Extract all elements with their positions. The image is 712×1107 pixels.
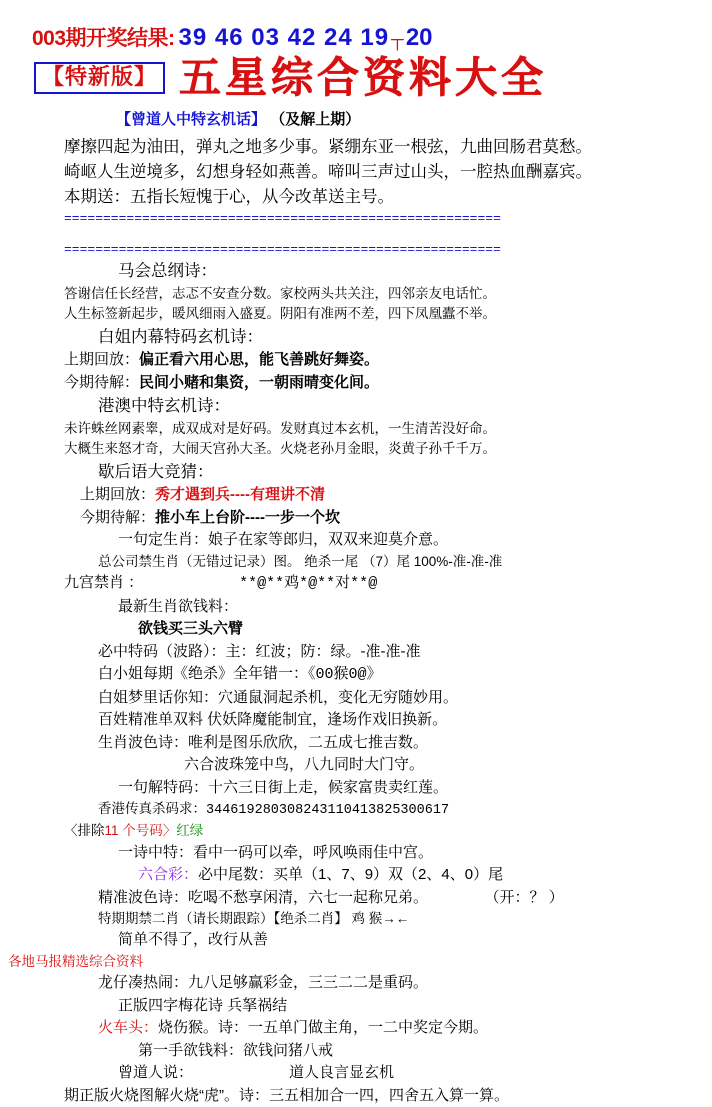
baijie-cur-text: 民间小赌和集资，一朝雨晴变化间。 (139, 373, 380, 391)
baijie-prev-label: 上期回放： (64, 351, 140, 369)
subtitle-left: 【曾道人中特玄机话】 (116, 111, 267, 129)
gedi-title: 各地马报精选综合资料 (8, 953, 143, 969)
yijujie-row (64, 777, 704, 800)
yuqian-text: 欲钱买三头六臂 (138, 620, 244, 638)
gangao-line: 未许蛛丝网素睾，成双成对是好码。发财真过本玄机，一生清苦没好命。 (64, 421, 496, 437)
paichu-label: 〈排除 (64, 823, 105, 839)
gangao-title: 港澳中特玄机诗： (98, 397, 230, 416)
xiehouyu-title: 歇后语大竞猜： (98, 462, 214, 481)
hongkong-code: 34461928030824311041382530061​7 (206, 803, 450, 819)
yiju-label: 一句定生肖： (118, 531, 209, 549)
baijie-prev-text: 偏正看六用心思，能飞善跳好舞姿。 (139, 351, 380, 369)
bailuo-label: 白小姐每期《绝杀》全年错一： (98, 665, 309, 683)
yiju-row (64, 529, 704, 552)
yishi-row (64, 842, 704, 865)
jiuxiao-text: **@**鸡*@**对**@ (239, 575, 378, 593)
edition-badge: 【特新版】 (34, 62, 165, 94)
page-title: 五星综合资料大全 (179, 53, 548, 102)
jiuxiao-label: 九宫禁肖 ： (64, 574, 144, 592)
liutiao-row: 六合波珠笼中鸟，八九同时大门守。 (184, 756, 425, 774)
zengdao-row (64, 1062, 704, 1085)
baijie-prev-row (64, 349, 704, 372)
yijujie-label: 一句解特码： (118, 778, 209, 796)
baijie-dream: 白姐梦里话你知：穴通鼠洞起杀机，变化无穷随妙用。 (98, 688, 459, 706)
yijujie-text: 十六三日街上走，候家富贵卖红莲。 (208, 778, 449, 796)
issue-label: 003期开奖结果: (32, 27, 175, 50)
mahui-line: 答谢信任长经营，志忑不安查分数。家校两头共关注，四邻亲友电话忙。 (64, 286, 496, 302)
zuixin-title: 最新生肖欲钱料： (118, 597, 239, 615)
content-body (8, 259, 704, 1107)
liuhecai-label: 六合彩： (138, 866, 199, 884)
paichu-color: 红绿 (176, 823, 204, 839)
jiandan-row: 简单不得了，改行从善 (118, 931, 269, 949)
xiehouyu-cur-row (64, 507, 704, 530)
yishi-text: 看中一码可以牵，呼风唤雨佳中宫。 (193, 843, 434, 861)
paichu-num: 11 个号码〉 (104, 823, 177, 839)
huoche-label: 火车头： (98, 1019, 159, 1037)
qizheng-row: 期正版火烧图解火烧“虎”。诗：三五相加合一四，四舍五入算一算。 (64, 1086, 509, 1104)
jiuxiao-row (64, 572, 704, 596)
xiehouyu-prev-text: 秀才遇到兵----有理讲不清 (155, 486, 325, 504)
shengxiao-bose: 生肖波色诗：唯利是图乐欣欣，二五成七推吉数。 (98, 733, 429, 751)
jingzhun-row (64, 887, 704, 910)
jingzhun-label: 精准波色诗： (98, 888, 189, 906)
poem-line: 本期送：五指长短愧于心，从今改革送主号。 (64, 187, 394, 206)
bailuo-row (64, 663, 704, 687)
bizhong-text: 主：红波；防：绿。-准-准-准 (225, 642, 421, 660)
zengdao-text: 道人良言显玄机 (289, 1064, 395, 1082)
diyishou-row: 第一手欲钱料：欲钱问猪八戒 (138, 1041, 334, 1059)
yishi-label: 一诗中特： (118, 843, 194, 861)
special-number: 20 (405, 24, 433, 51)
liuhecai-row (64, 864, 704, 887)
bizhong-label: 必中特码（波路）： (98, 642, 226, 660)
baijie-cur-label: 今期待解： (64, 373, 140, 391)
zhengban-row: 正版四字梅花诗 兵拏祸结 (118, 996, 288, 1014)
paichu-row (64, 821, 704, 841)
zonggongsi-row: 总公司禁生肖（无错过记录）图。 绝杀一尾 （7）尾 100%-准-准-准 (98, 553, 503, 569)
baixing-row: 百姓精准单双料 伏妖降魔能制宜，逢场作戏旧换新。 (98, 711, 448, 729)
title-row (8, 52, 704, 102)
huoche-row (64, 1017, 704, 1040)
divider-top: ======================================================== (64, 211, 501, 227)
hongkong-label: 香港传真杀码求： (98, 801, 206, 817)
plus-separator-icon: ┬ (391, 29, 404, 49)
xiehouyu-prev-row (64, 484, 704, 507)
jingzhun-text: 吃喝不愁享闲清，六七一起称兄弟。 (188, 888, 429, 906)
teqi-row: 特期期禁二肖（请长期跟踪）【绝杀二肖】 鸡 猴→← (98, 911, 410, 927)
opening-poem (8, 131, 704, 209)
baijie-cur-row (64, 372, 704, 395)
huoche-text: 烧伤猴。诗：一五单门做主角，一二中奖定今期。 (158, 1019, 489, 1037)
subtitle (8, 102, 704, 131)
winning-numbers: 39 46 03 42 24 19 (178, 24, 390, 51)
baijie-title: 白姐内幕特码玄机诗： (98, 327, 263, 346)
yiju-text: 娘子在家等郎归，双双来迎莫介意。 (208, 531, 449, 549)
gangao-line: 大概生来怒才奇，大闹天宫孙大圣。火烧老孙月金眼，炎黄子孙千千万。 (64, 441, 496, 457)
longzai-row: 龙仔凑热闹：九八足够赢彩金，三三二二是重码。 (98, 974, 429, 992)
bizhong-row (64, 641, 704, 664)
poem-line: 崎岖人生逆境多，幻想身轻如燕善。啼叫三声过山头，一腔热血酬嘉宾。 (64, 162, 592, 181)
liuhecai-text: 必中尾数：买单（1、7、9）双（2、4、0）尾 (198, 866, 504, 884)
hongkong-row (64, 799, 704, 821)
subtitle-right: （及解上期） (270, 111, 361, 129)
mahui-line: 人生标签新起步，暖风细雨入盛夏。阴阳有准两不差，四下凤凰蠹不举。 (64, 306, 496, 322)
zengdao-label: 曾道人说： (118, 1064, 194, 1082)
bailuo-text: 《00猴0@》 (308, 666, 382, 684)
divider-second: ======================================================== (64, 242, 501, 258)
mahui-title: 马会总纲诗： (118, 262, 217, 281)
poem-line: 摩擦四起为油田，弹丸之地多少事。紧绷东亚一根弦，九曲回肠君莫愁。 (64, 138, 592, 157)
xiehouyu-cur-text: 推小车上台阶----一步一个坎 (155, 508, 340, 526)
lottery-result-header (8, 0, 704, 52)
xiehouyu-cur-label: 今期待解： (80, 508, 156, 526)
jingzhun-tail: （开：？ ） (492, 888, 564, 906)
xiehouyu-prev-label: 上期回放： (80, 486, 156, 504)
